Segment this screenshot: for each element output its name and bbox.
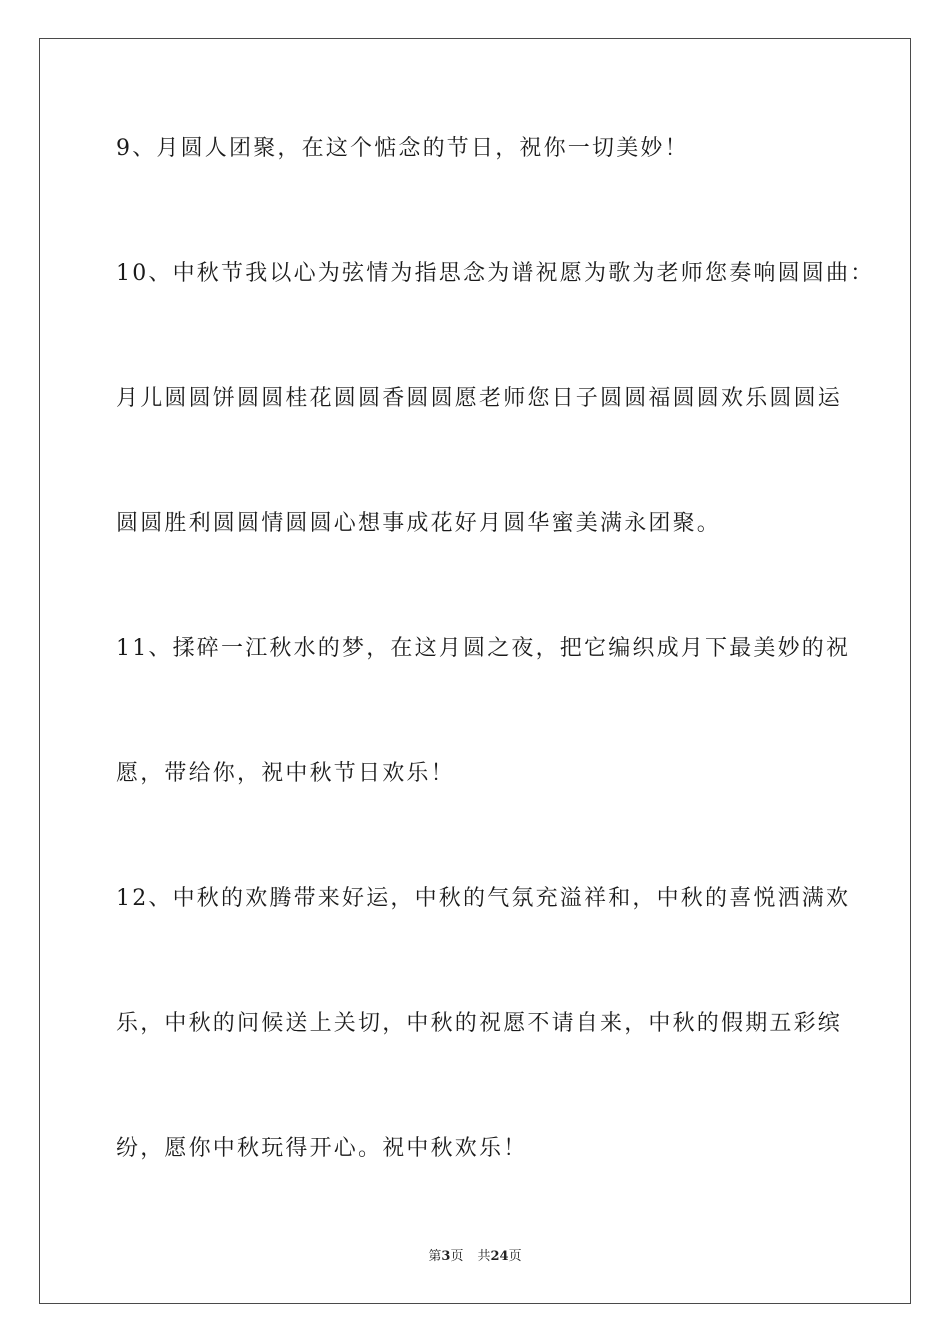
page-number: 3	[441, 1249, 451, 1264]
text-line-3: 月儿圆圆饼圆圆桂花圆圆香圆圆愿老师您日子圆圆福圆圆欢乐圆圆运	[116, 386, 843, 411]
page-prefix: 第	[428, 1249, 442, 1264]
total-pages: 24	[490, 1249, 509, 1264]
page-suffix: 页	[450, 1249, 464, 1264]
total-prefix: 共	[477, 1249, 491, 1264]
page-border	[39, 38, 911, 1304]
total-suffix: 页	[508, 1249, 522, 1264]
text-line-7: 12、中秋的欢腾带来好运，中秋的气氛充溢祥和，中秋的喜悦洒满欢	[116, 886, 851, 911]
page-footer	[0, 1248, 950, 1266]
text-line-8: 乐，中秋的问候送上关切，中秋的祝愿不请自来，中秋的假期五彩缤	[116, 1011, 843, 1036]
text-line-2: 10、中秋节我以心为弦情为指思念为谱祝愿为歌为老师您奏响圆圆曲：	[116, 261, 875, 286]
text-line-9: 纷，愿你中秋玩得开心。祝中秋欢乐！	[116, 1136, 528, 1161]
text-line-6: 愿，带给你，祝中秋节日欢乐！	[116, 761, 455, 786]
text-line-4: 圆圆胜利圆圆情圆圆心想事成花好月圆华蜜美满永团聚。	[116, 511, 722, 536]
text-line-5: 11、揉碎一江秋水的梦，在这月圆之夜，把它编织成月下最美妙的祝	[116, 636, 851, 661]
text-line-1: 9、月圆人团聚，在这个惦念的节日，祝你一切美妙！	[116, 136, 689, 161]
